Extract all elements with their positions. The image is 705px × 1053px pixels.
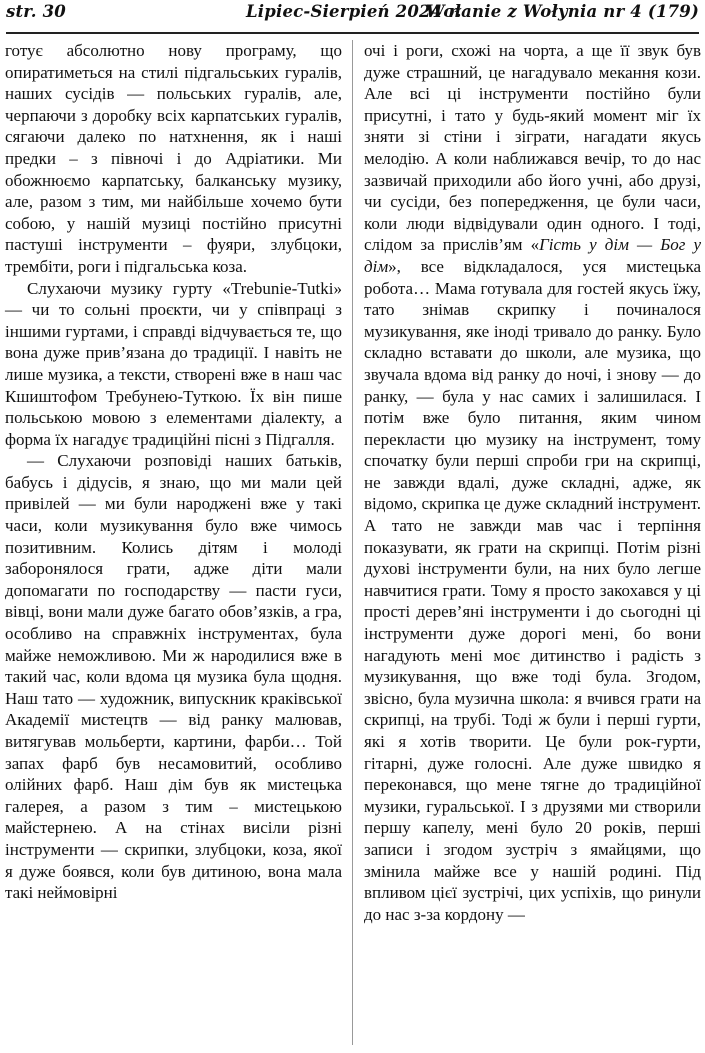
paragraph: — Слухаючи розповіді наших батьків, бабусь і дідусів, я знаю, що ми мали цей привілей — ми були народжені вже у такі часи, коли музикування було вже чимось позитивним. Колись дітям і молоді заборонялося грати, адже діти мали допомагати по господарству — пасти гуси, вівці, вони мали дуже багато обов’язків, а гра, особливо на справжніх інструментах, була майже неможливою. Ми ж народилися вже в такий час, коли вдома ця музика була щодня. Наш тато — художник, випускник краківської Академії мистецтв — від ранку малював, витягував мольберти, картини, фарби… Той запах фарб був несамовитий, особливо олійних фарб. Наш дім був як мистецька галерея, а разом з тим – мистецькою майстернею. А на стінах висіли різні інструменти — скрипки, злубцоки, коза, якої я дуже боявся, коли був дитиною, вона мала такі неймовірні — [5, 451, 342, 903]
right-column — [364, 40, 701, 925]
paragraph — [364, 40, 701, 925]
text-run: », все відкладалося, уся мистецька робота… Мама готувала для гостей якусь їжу, тато знімав скрипку і починалося музикування, яке іноді тривало до ранку. Було складно вставати до школи, але музика, що звучала вдома від ранку до ночі, і знову — до ранку, — була у нас самих і залишилася. І потім вже було питання, яким чином перекласти цю музику на інструмент, тому спочатку були перші спроби гри на скрипці, не завжди вдалі, дуже складні, адже, як відомо, скрипка це дуже складний інструмент. А тато не завжди мав час і терпіння показувати, як грати на скрипці. Потім різні духові інструменти були, на них було легше навчитися грати. Тому я просто закохався у ці прості дерев’яні інструменти і до сьогодні ці інструменти дуже дорогі мені, бо вони нагадують мені моє дитинство і радість з музикування, що вже тоді була. Згодом, звісно, була музична школа: я вчився грати на скрипці, на трубі. Тоді ж були і перші гурти, які я хотів творити. Це були рок-гурти, гітарні, дуже голосні. Але дуже швидко я переконався, що мене тягне до традиційної музики, гуральської. І з друзями ми створили першу капелу, мені було 20 років, перші записи і згодом зустріч з ямайцями, що змінила майже все у нашій родині. Під впливом цієї зустрічі, цих успіхів, що ринули до нас з-за кордону — — [364, 256, 701, 924]
issue-date: Lipiec-Sierpień 2024 r. — [246, 2, 462, 21]
header-rule — [6, 32, 699, 34]
paragraph: Слухаючи музику гурту «Trebunie-Tutki» — чи то сольні проєкти, чи у співпраці з іншими гуртами, і справді відчувається те, що вона дуже прив’язана до традиції. І навіть не лише музика, а тексти, створені вже в наш час Кшиштофом Требунею-Туткою. Їх він пише польською мовою з елементами діалекту, а форма їх нагадує традиційні пісні з Підгалля. — [5, 278, 342, 449]
paragraph: готує абсолютно нову програму, що опиратиметься на стилі підгальських гуралів, наших сусідів — польських гуралів, але, черпаючи з доробку всіх карпатських гуралів, сягаючи далеко по натхнення, як і наші предки – з півночі і до Адріатики. Ми обожнюємо карпатську, балканську музику, але, разом з тим, ми найбільше хочемо бути собою, у нашій музиці постійно присутні пастуші інструменти – фуяри, злубцоки, трембіти, роги і підгальська коза. — [5, 41, 342, 276]
text-run: очі і роги, схожі на чорта, а ще її звук був дуже страшний, це нагадувало мекання кози. Але всі ці інструменти постійно були присутні, і тато у будь-який момент міг їх зняти зі стіни і зіграти, нагадати якусь мелодію. А коли наближався вечір, то до нас зазвичай приходили або його учні, або друзі, чи сусіди, без попередження, це були часи, коли люди відвідували один одного. І тоді, слідом за прислів’ям « — [364, 41, 701, 255]
page-header — [6, 0, 699, 30]
column-divider — [352, 40, 353, 1045]
proverb-quote: Гість у дім — Бог у дім — [364, 235, 701, 276]
left-column — [5, 40, 342, 904]
page-number: str. 30 — [6, 2, 66, 21]
publication-title: Wołanie z Wołynia nr 4 (179) — [426, 2, 699, 21]
